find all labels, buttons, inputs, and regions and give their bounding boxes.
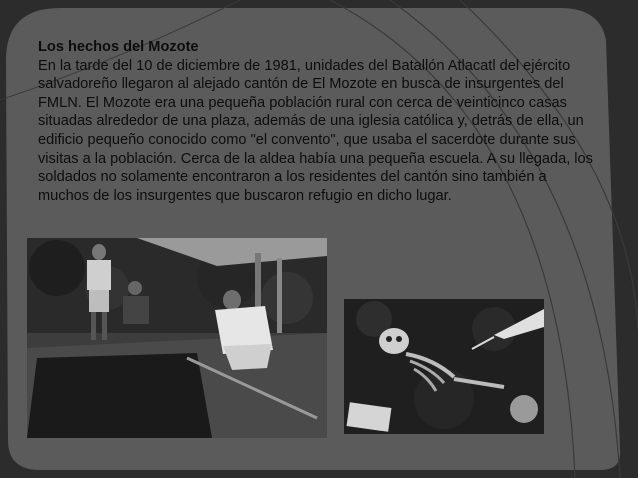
slide-body-text: En la tarde del 10 de diciembre de 1981, unidades del Batallón Atlacatl del ejército salvadoreño llegaron al alejado cantón de El Mozote en busca de insurgentes del FMLN. El Mozote era una pequeña población rural con cerca de veinticinco casas situadas alrededor de una plaza, además de una iglesia católica y, detrás de ella, un edificio pequeño conocido como "el convento", que usaba el sacerdote durante sus visitas a la población. Cerca de la aldea había una pequeña escuela. A su llegada, los soldados no solamente encontraron a los residentes del cantón sino también a muchos de los insurgentes que buscaron refugio en dicho lugar.	[38, 57, 593, 204]
photo-skeletal-remains	[344, 299, 544, 434]
photo-excavation-site	[27, 238, 327, 438]
slide-text-box	[38, 38, 598, 205]
slide-title: Los hechos del Mozote	[38, 39, 199, 55]
